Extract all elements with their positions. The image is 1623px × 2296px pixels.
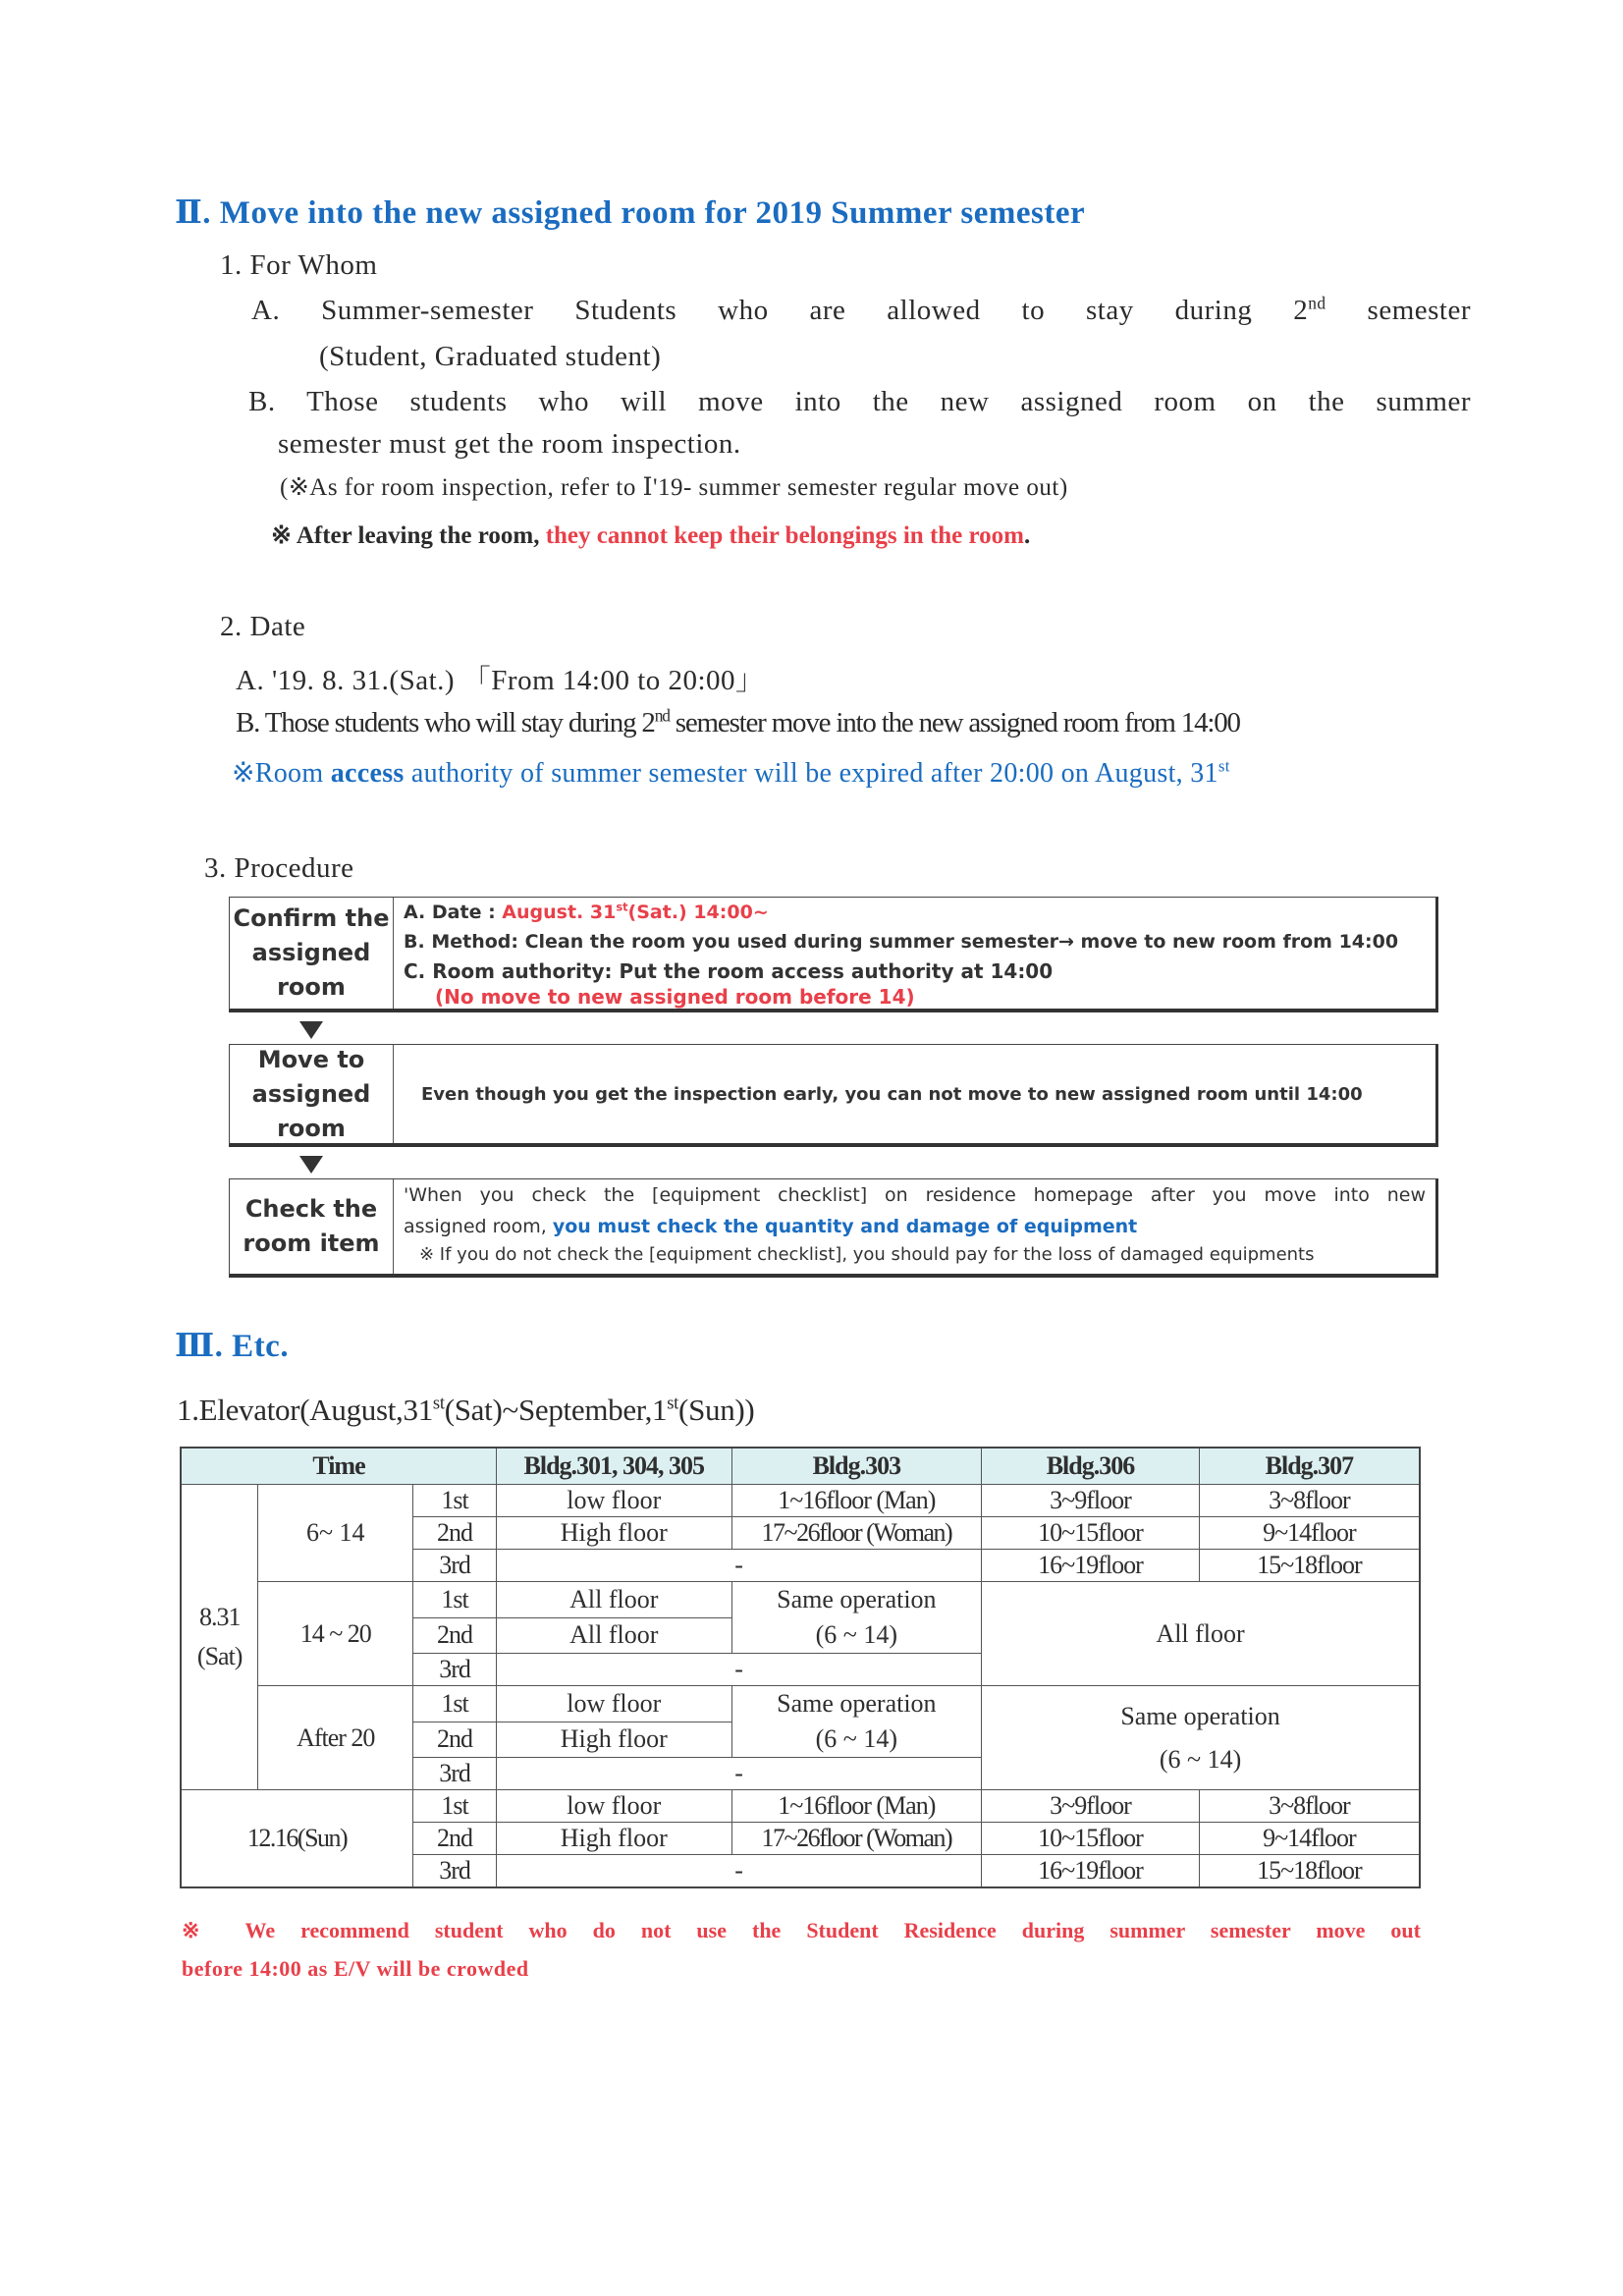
header-bldg-303: Bldg.303 — [731, 1448, 982, 1485]
cell: low floor — [496, 1790, 731, 1823]
step-check-line2: assigned room, you must check the quantity and damage of equipment — [404, 1216, 1138, 1237]
table-row — [181, 1582, 1420, 1618]
for-whom-item-b-note: (※As for room inspection, refer to Ⅰ'19- summer semester regular move out) — [280, 474, 1068, 501]
cell: 10~15floor — [982, 1517, 1200, 1550]
elevator-title — [177, 1393, 754, 1428]
cell: 9~14floor — [1199, 1823, 1420, 1855]
access-expiry-prefix: ※Room — [232, 758, 331, 789]
cell: - — [496, 1758, 981, 1790]
step-method-line: B. Method: Clean the room you used during summer semester→ move to new room from 14:00 — [404, 931, 1399, 953]
access-expiry-notice — [232, 756, 1230, 790]
date-cell-sun: 12.16(Sun) — [181, 1790, 413, 1888]
step-label-line: room item — [243, 1230, 380, 1257]
procedure-step-detail — [394, 898, 1435, 1009]
cell: 15~18floor — [1199, 1855, 1420, 1888]
cell: - — [496, 1550, 981, 1582]
cell: Same operation (6 ~ 14) — [982, 1686, 1420, 1790]
cell: 3~8floor — [1199, 1485, 1420, 1517]
cell: High floor — [496, 1823, 731, 1855]
cell: Same operation (6 ~ 14) — [731, 1686, 982, 1758]
step-date-line — [404, 898, 1426, 927]
step-check-emphasis: you must check the quantity and damage of equipment — [552, 1216, 1138, 1237]
cell: low floor — [496, 1485, 731, 1517]
cell: 17~26floor (Woman) — [731, 1517, 982, 1550]
section-2-heading: Ⅱ. Move into the new assigned room for 2019 Summer semester — [175, 195, 1086, 231]
step-date-value: August. 31st(Sat.) 14:00~ — [502, 900, 769, 923]
section-3-heading: Ⅲ. Etc. — [175, 1329, 290, 1364]
order-cell: 1st — [413, 1582, 497, 1618]
order-cell: 3rd — [413, 1550, 497, 1582]
time-slot-cell: 14 ~ 20 — [258, 1582, 413, 1686]
date-item-b-suffix: semester move into the new assigned room from 14:00 — [669, 707, 1240, 738]
date-item-a: A. '19. 8. 31.(Sat.) 「From 14:00 to 20:00」 — [236, 665, 765, 696]
table-header-row — [181, 1448, 1420, 1485]
belongings-warning — [271, 520, 1030, 550]
cell: High floor — [496, 1722, 731, 1758]
elevator-title-sup: st — [667, 1393, 679, 1414]
elevator-title-sup: st — [432, 1393, 445, 1414]
belongings-warning-prefix: ※ After leaving the room, — [271, 522, 540, 549]
access-expiry-sup: st — [1217, 756, 1230, 776]
elevator-footnote-line2: before 14:00 as E/V will be crowded — [182, 1956, 529, 1981]
belongings-warning-end: . — [1024, 522, 1031, 549]
cell: 3~8floor — [1199, 1790, 1420, 1823]
order-cell: 2nd — [413, 1722, 497, 1758]
order-cell: 2nd — [413, 1517, 497, 1550]
order-cell: 3rd — [413, 1758, 497, 1790]
order-cell: 2nd — [413, 1617, 497, 1654]
cell: 3~9floor — [982, 1485, 1200, 1517]
elevator-title-part: (Sat)~September,1 — [444, 1393, 668, 1427]
order-cell: 2nd — [413, 1823, 497, 1855]
procedure-title: 3. Procedure — [204, 852, 354, 884]
date-item-b-sup: nd — [654, 705, 670, 726]
cell: 10~15floor — [982, 1823, 1200, 1855]
for-whom-item-b-line1: B. Those students who will move into the new assigned room on the summer — [248, 386, 1471, 417]
step-date-label: A. Date : — [404, 902, 503, 923]
cell: High floor — [496, 1517, 731, 1550]
time-slot-cell: 6~ 14 — [258, 1485, 413, 1582]
procedure-step-label — [230, 1179, 394, 1274]
cell: 3~9floor — [982, 1790, 1200, 1823]
header-time: Time — [181, 1448, 496, 1485]
order-cell: 3rd — [413, 1855, 497, 1888]
access-expiry-bold: access — [330, 758, 405, 789]
procedure-step-label — [230, 898, 394, 1009]
date-title: 2. Date — [220, 611, 306, 642]
step-label-line: room — [277, 1114, 346, 1142]
elevator-schedule-table — [180, 1447, 1421, 1888]
cell: 15~18floor — [1199, 1550, 1420, 1582]
step-label-line: Check the — [244, 1195, 378, 1223]
step-label-line: assigned — [251, 939, 371, 966]
date-item-b — [236, 707, 1240, 739]
header-bldg-301-304-305: Bldg.301, 304, 305 — [496, 1448, 731, 1485]
header-bldg-306: Bldg.306 — [982, 1448, 1200, 1485]
cell: Same operation (6 ~ 14) — [731, 1582, 982, 1654]
for-whom-item-a — [251, 295, 1471, 327]
cell: - — [496, 1654, 981, 1686]
step-label-line: Confirm the — [233, 904, 390, 932]
step-move-warning: Even though you get the inspection early, you can not move to new assigned room until 14:00 — [421, 1083, 1363, 1105]
procedure-step-move-to-room — [229, 1044, 1438, 1147]
step-authority-line: C. Room authority: Put the room access authority at 14:00 — [404, 959, 1054, 983]
elevator-footnote-line1: ※ We recommend student who do not use the Student Residence during summer semester move out — [182, 1918, 1421, 1942]
cell: low floor — [496, 1686, 731, 1722]
cell: All floor — [496, 1617, 731, 1654]
table-row — [181, 1485, 1420, 1517]
down-arrow-icon — [299, 1156, 323, 1174]
cell: - — [496, 1855, 981, 1888]
table-row — [181, 1686, 1420, 1722]
procedure-step-check-items — [229, 1178, 1438, 1278]
procedure-step-detail — [394, 1045, 1435, 1143]
step-check-note: ※ If you do not check the [equipment checklist], you should pay for the loss of damaged equipments — [419, 1244, 1315, 1265]
for-whom-item-a-suffix: semester — [1367, 295, 1472, 326]
order-cell: 3rd — [413, 1654, 497, 1686]
step-label-line: Move to — [257, 1045, 365, 1073]
elevator-title-part: 1.Elevator(August,31 — [177, 1393, 433, 1427]
date-cell-sat: 8.31 (Sat) — [181, 1485, 258, 1790]
step-check-line1: 'When you check the [equipment checklist] on residence homepage after you move into new — [404, 1184, 1426, 1206]
cell: All floor — [982, 1582, 1420, 1686]
for-whom-item-b-line2: semester must get the room inspection. — [278, 428, 741, 460]
order-cell: 1st — [413, 1790, 497, 1823]
elevator-title-part: (Sun)) — [678, 1393, 755, 1427]
for-whom-item-a-prefix: A. Summer-semester Students who are allowed to stay during 2 — [251, 295, 1309, 326]
header-bldg-307: Bldg.307 — [1199, 1448, 1420, 1485]
order-cell: 1st — [413, 1485, 497, 1517]
for-whom-item-a-line2: (Student, Graduated student) — [319, 341, 662, 372]
step-label-line: assigned — [251, 1079, 371, 1108]
procedure-step-confirm-room — [229, 897, 1438, 1012]
date-item-b-prefix: B. Those students who will stay during 2 — [236, 707, 655, 738]
cell: 1~16floor (Man) — [731, 1790, 982, 1823]
cell: All floor — [496, 1582, 731, 1618]
cell: 9~14floor — [1199, 1517, 1420, 1550]
for-whom-item-a-sup: nd — [1308, 293, 1326, 313]
access-expiry-suffix: authority of summer semester will be expired after 20:00 on August, 31 — [404, 758, 1218, 789]
belongings-warning-red: they cannot keep their belongings in the room — [545, 522, 1024, 549]
cell: 16~19floor — [982, 1550, 1200, 1582]
order-cell: 1st — [413, 1686, 497, 1722]
time-slot-cell: After 20 — [258, 1686, 413, 1790]
step-label-line: room — [277, 973, 346, 1001]
cell: 1~16floor (Man) — [731, 1485, 982, 1517]
down-arrow-icon — [299, 1021, 323, 1039]
procedure-step-detail — [394, 1179, 1435, 1274]
for-whom-title: 1. For Whom — [220, 249, 378, 281]
procedure-step-label — [230, 1045, 394, 1143]
cell: 17~26floor (Woman) — [731, 1823, 982, 1855]
step-authority-note: (No move to new assigned room before 14) — [435, 985, 915, 1009]
cell: 16~19floor — [982, 1855, 1200, 1888]
table-row — [181, 1790, 1420, 1823]
